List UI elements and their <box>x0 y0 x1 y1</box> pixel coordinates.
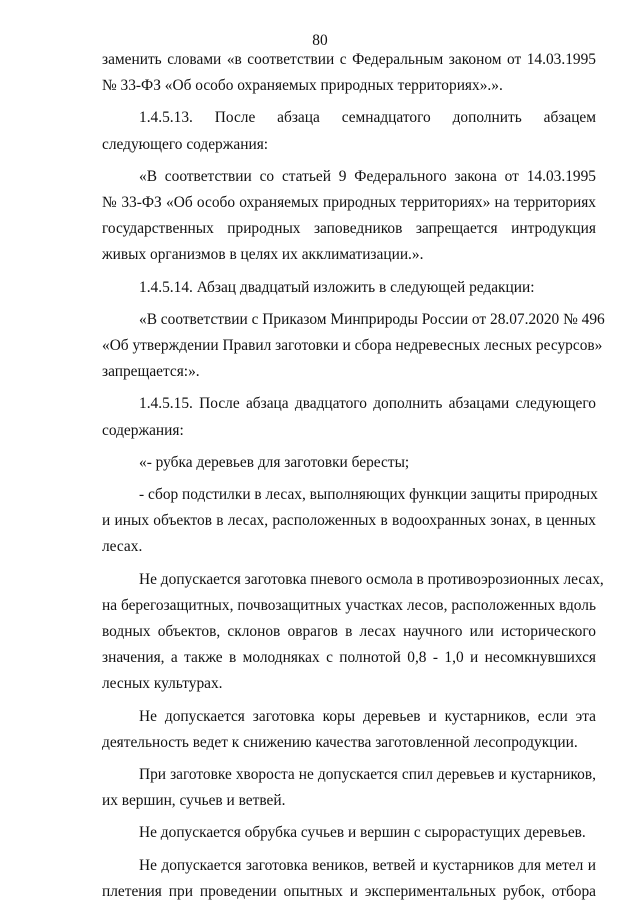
paragraph <box>102 482 596 561</box>
text-line: - сбор подстилки в лесах, выполняющих функции защиты природных <box>139 486 598 504</box>
text-line: «- рубка деревьев для заготовки бересты; <box>139 453 410 471</box>
text-line: государственных природных заповедников запрещается интродукция <box>102 220 596 238</box>
text-line: содержания: <box>102 421 184 439</box>
paragraph <box>102 704 596 756</box>
text-line: Не допускается обрубка сучьев и вершин с сырорастущих деревьев. <box>139 824 586 842</box>
paragraph <box>102 567 604 698</box>
paragraph <box>102 275 596 301</box>
text-line: № 33-ФЗ «Об особо охраняемых природных территориях» на территориях <box>102 194 596 212</box>
paragraph <box>102 391 596 443</box>
text-line: Не допускается заготовка пневого осмола в противоэрозионных лесах, <box>139 570 604 588</box>
paragraph <box>102 762 596 814</box>
text-line: водных объектов, склонов оврагов в лесах научного или исторического <box>102 623 596 641</box>
paragraph <box>102 307 605 386</box>
text-line: Не допускается заготовка коры деревьев и кустарников, если эта <box>139 707 596 725</box>
paragraph <box>102 853 596 905</box>
text-line: лесах. <box>102 538 143 556</box>
text-line: «Об утверждении Правил заготовки и сбора недревесных лесных ресурсов» <box>102 337 603 355</box>
text-line: на берегозащитных, почвозащитных участках лесов, расположенных вдоль <box>102 596 596 614</box>
paragraph <box>102 47 596 99</box>
text-line: и иных объектов в лесах, расположенных в водоохранных зонах, в ценных <box>102 512 596 530</box>
text-line: При заготовке хвороста не допускается спил деревьев и кустарников, <box>139 766 596 784</box>
text-line: живых организмов в целях их акклиматизации.». <box>102 246 424 264</box>
text-line: «В соответствии с Приказом Минприроды России от 28.07.2020 № 496 <box>139 310 605 328</box>
paragraph <box>102 820 596 846</box>
paragraph <box>102 450 596 476</box>
text-line: следующего содержания: <box>102 135 269 153</box>
text-line: их вершин, сучьев и ветвей. <box>102 792 286 810</box>
text-line: заменить словами «в соответствии с Федеральным законом от 14.03.1995 <box>102 51 596 68</box>
text-line: № 33-ФЗ «Об особо охраняемых природных территориях».». <box>102 77 503 95</box>
paragraph <box>102 105 596 157</box>
text-line: плетения при проведении опытных и экспериментальных рубок, отбора <box>102 882 596 900</box>
text-line: Не допускается заготовка веников, ветвей и кустарников для метел и <box>139 856 596 874</box>
body-text <box>102 47 605 905</box>
text-line: 1.4.5.15. После абзаца двадцатого дополнить абзацами следующего <box>139 395 596 413</box>
page-number: 80 <box>312 32 328 49</box>
text-line: 1.4.5.14. Абзац двадцатый изложить в следующей редакции: <box>139 278 535 296</box>
text-line: значения, а также в молодняках с полнотой 0,8 - 1,0 и несомкнувшихся <box>102 649 596 667</box>
text-line: «В соответствии со статьей 9 Федерального закона от 14.03.1995 <box>139 167 596 185</box>
text-line: деятельность ведет к снижению качества заготовленной лесопродукции. <box>102 733 578 751</box>
text-line: 1.4.5.13. После абзаца семнадцатого дополнить абзацем <box>139 109 596 127</box>
paragraph <box>102 164 596 269</box>
text-line: запрещается:». <box>102 363 200 381</box>
text-line: лесных культурах. <box>102 675 223 693</box>
